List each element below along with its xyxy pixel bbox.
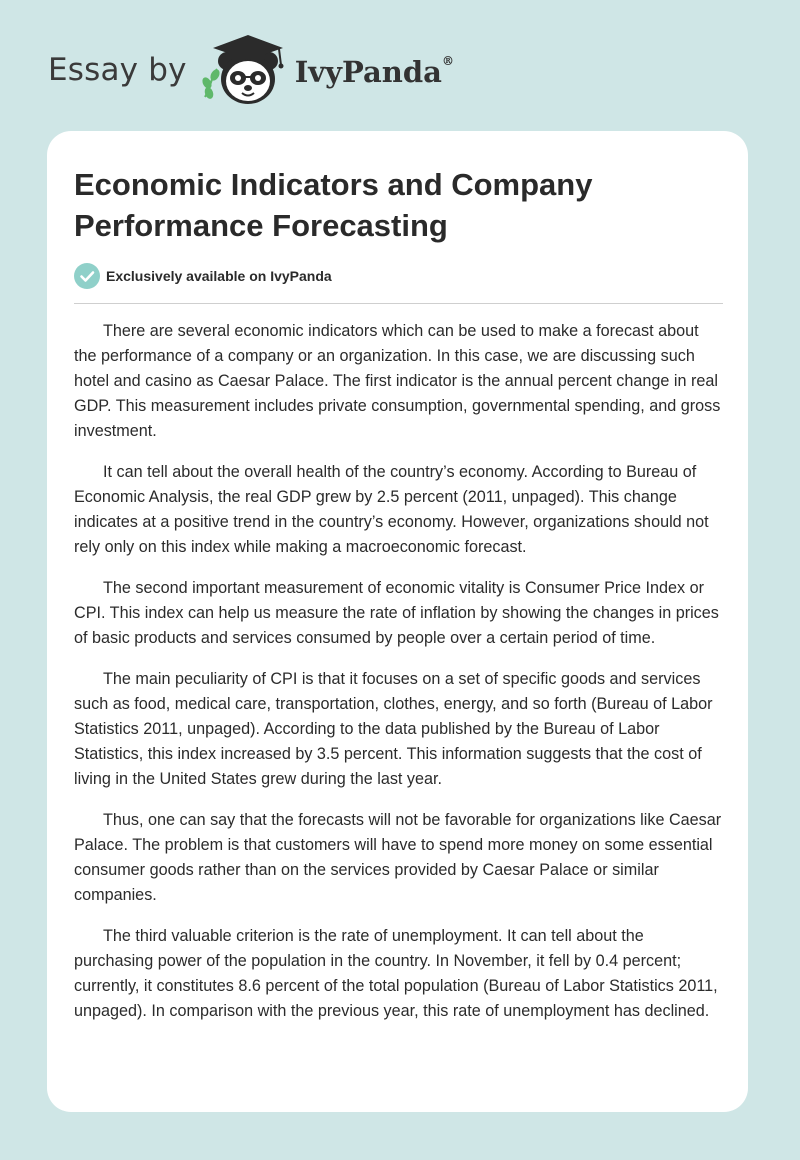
- paragraph: There are several economic indicators which can be used to make a forecast about the performance of a company or an organization. In this case, we are discussing such hotel and casino as Caesar Palace. The first indicator is the annual percent change in real GDP. This measurement includes private consumption, governmental spending, and gross investment.: [74, 322, 721, 440]
- brand-name-text[interactable]: IvyPanda: [294, 55, 442, 89]
- availability-badge: [74, 263, 332, 289]
- essay-title: Economic Indicators and Company Performance Forecasting: [74, 167, 593, 243]
- site-header: [48, 30, 454, 110]
- title-divider: [74, 303, 723, 304]
- paragraph: The second important measurement of economic vitality is Consumer Price Index or CPI. This index can help us measure the rate of inflation by showing the changes in prices of basic products and services consumed by people over a certain period of time.: [74, 579, 719, 647]
- essay-by-label: Essay by: [48, 52, 187, 88]
- registered-mark: ®: [441, 54, 454, 69]
- check-circle-icon: [74, 263, 100, 289]
- availability-label: Exclusively available on IvyPanda: [106, 268, 332, 284]
- paragraph: It can tell about the overall health of the country’s economy. According to Bureau of Economic Analysis, the real GDP grew by 2.5 percent (2011, unpaged). This change indicates at a positive trend in the country’s economy. However, organizations should not rely only on this index while making a macroeconomic forecast.: [74, 463, 709, 556]
- essay-card: [47, 131, 748, 1112]
- essay-body: [74, 319, 723, 1040]
- brand-name[interactable]: [295, 55, 454, 89]
- paragraph: Thus, one can say that the forecasts will not be favorable for organizations like Caesar Palace. The problem is that customers will have to spend more money on some essential consumer goods rather than on the services provided by Caesar Palace or similar companies.: [74, 811, 722, 904]
- panda-graduate-icon[interactable]: [197, 31, 293, 109]
- paragraph: The main peculiarity of CPI is that it focuses on a set of specific goods and services such as food, medical care, transportation, clothes, energy, and so forth (Bureau of Labor Statistics 2011, unpaged). According to the data published by the Bureau of Labor Statistics, this index increased by 3.5 percent. This information suggests that the cost of living in the United States grew during the last year.: [74, 670, 713, 788]
- paragraph: The third valuable criterion is the rate of unemployment. It can tell about the purchasing power of the population in the country. In November, it fell by 0.4 percent; currently, it constitutes 8.6 percent of the total population (Bureau of Labor Statistics 2011, unpaged). In comparison with the previous year, this rate of unemployment has declined.: [74, 927, 718, 1020]
